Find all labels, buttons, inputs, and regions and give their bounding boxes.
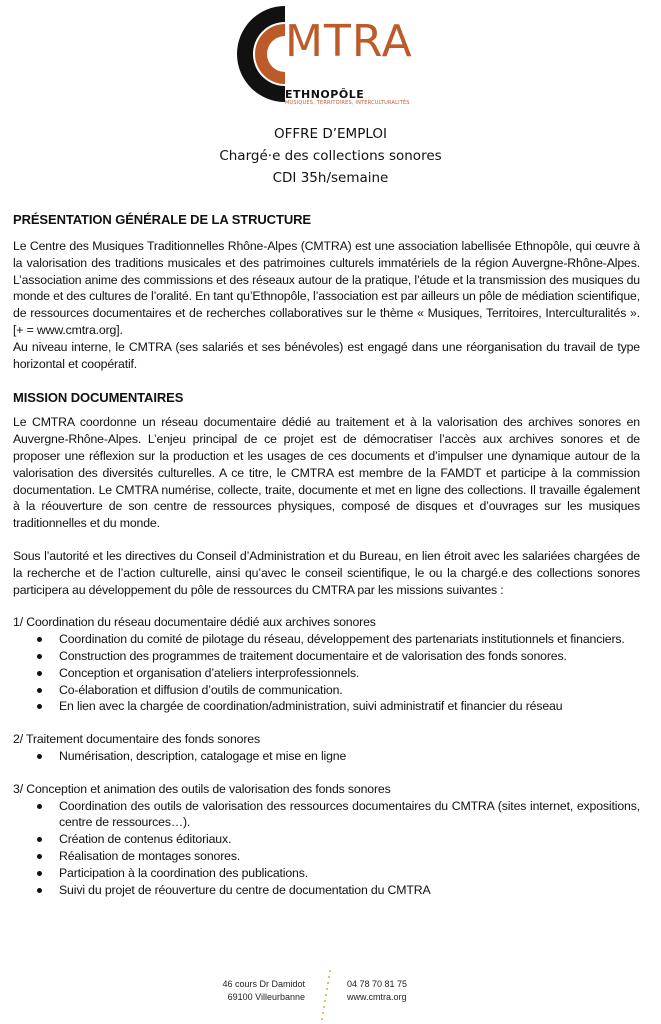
mission-2-list xyxy=(13,748,640,765)
mission-3-list xyxy=(13,798,640,899)
footer-phone: 04 78 70 81 75 xyxy=(347,979,408,989)
section-title-presentation: PRÉSENTATION GÉNÉRALE DE LA STRUCTURE xyxy=(13,212,311,227)
logo-subtitle: ETHNOPÔLE xyxy=(285,88,365,101)
list-item: En lien avec la chargée de coordination/administration, suivi administratif et financier du réseau xyxy=(59,698,640,715)
presentation-paragraph-2: Au niveau interne, le CMTRA (ses salariés et ses bénévoles) est engagé dans une réorganisation du travail de type horizontal et coopératif. xyxy=(13,339,640,371)
list-item: Création de contenus éditoriaux. xyxy=(59,831,640,848)
list-item: Numérisation, description, catalogage et mise en ligne xyxy=(59,748,640,765)
presentation-paragraph-1: Le Centre des Musiques Traditionnelles Rhône-Alpes (CMTRA) est une association labellisée Ethnopôle, qui œuvre à la valorisation des traditions musicales et des patrimoines culturels immatériels de la région Auvergne-Rhône-Alpes. L’association anime des commissions et des réseaux autour de la pratique, l’étude et la transmission des musiques du monde et des cultures de l’oralité. En tant qu’Ethnopôle, l’association est par ailleurs un pôle de médiation scientifique, de ressources documentaires et de recherches collaboratives sur le thème « Musiques, Territoires, Interculturalités ». [+ = www.cmtra.org]. xyxy=(13,239,640,337)
list-item: Co-élaboration et diffusion d’outils de communication. xyxy=(59,682,640,699)
footer-address-line-1: 46 cours Dr Damidot xyxy=(222,979,305,989)
document-body xyxy=(13,212,640,898)
footer-address-line-2: 69100 Villeurbanne xyxy=(227,992,305,1002)
contract-type: CDI 35h/semaine xyxy=(272,170,389,186)
logo-tagline: MUSIQUES, TERRITOIRES, INTERCULTURALITÉS xyxy=(285,100,410,106)
cmtra-logo xyxy=(233,2,423,106)
list-item: Réalisation de montages sonores. xyxy=(59,848,640,865)
job-title: Chargé·e des collections sonores xyxy=(219,148,442,164)
mission-paragraph-1: Le CMTRA coordonne un réseau documentaire dédié au traitement et à la valorisation des archives sonores en Auvergne-Rhône-Alpes. L’enjeu principal de ce projet est de démocratiser l’accès aux archives sonores et de proposer une réflexion sur la production et les usages de ces documents et d’impulser une dynamique autour de la valorisation des diversités culturelles. A ce titre, le CMTRA est membre de la FAMDT et participe à la commission documentation. Le CMTRA numérise, collecte, traite, documente et met en ligne des collections. Il travaille également à la réouverture de son centre de ressources physiques, composé de disques et d’ouvrages sur les musiques traditionnelles et du monde. xyxy=(13,415,640,531)
footer xyxy=(0,978,661,1018)
list-item: Participation à la coordination des publications. xyxy=(59,865,640,882)
footer-contact xyxy=(347,978,407,1004)
mission-1-title: 1/ Coordination du réseau documentaire dédié aux archives sonores xyxy=(13,615,376,630)
mission-3-title: 3/ Conception et animation des outils de valorisation des fonds sonores xyxy=(13,781,391,796)
mission-1-list xyxy=(13,631,640,715)
mission-paragraph-2: Sous l’autorité et les directives du Conseil d’Administration et du Bureau, en lien étroit avec les salariées chargées de la recherche et de l’action culturelle, ainsi qu’avec le conseil scientifique, le ou la chargé.e des collections sonores participera au développement du pôle de ressources du CMTRA par les missions suivantes : xyxy=(13,548,640,597)
footer-website[interactable]: www.cmtra.org xyxy=(347,992,407,1002)
list-item: Construction des programmes de traitement documentaire et de valorisation des fonds sonores. xyxy=(59,648,640,665)
section-title-mission: MISSION DOCUMENTAIRES xyxy=(13,390,184,406)
footer-address xyxy=(222,978,305,1004)
list-item: Conception et organisation d’ateliers interprofessionnels. xyxy=(59,665,640,682)
mission-2-title: 2/ Traitement documentaire des fonds sonores xyxy=(13,732,260,747)
list-item: Coordination des outils de valorisation des ressources documentaires du CMTRA (sites internet, expositions, centre de ressources…). xyxy=(59,798,640,830)
list-item: Coordination du comité de pilotage du réseau, développement des partenariats institutionnels et financiers. xyxy=(59,631,640,648)
list-item: Suivi du projet de réouverture du centre de documentation du CMTRA xyxy=(59,882,640,899)
offer-title: OFFRE D’EMPLOI xyxy=(273,126,387,142)
logo-wordmark: MTRA xyxy=(285,16,413,67)
footer-divider-dots xyxy=(318,968,334,1020)
